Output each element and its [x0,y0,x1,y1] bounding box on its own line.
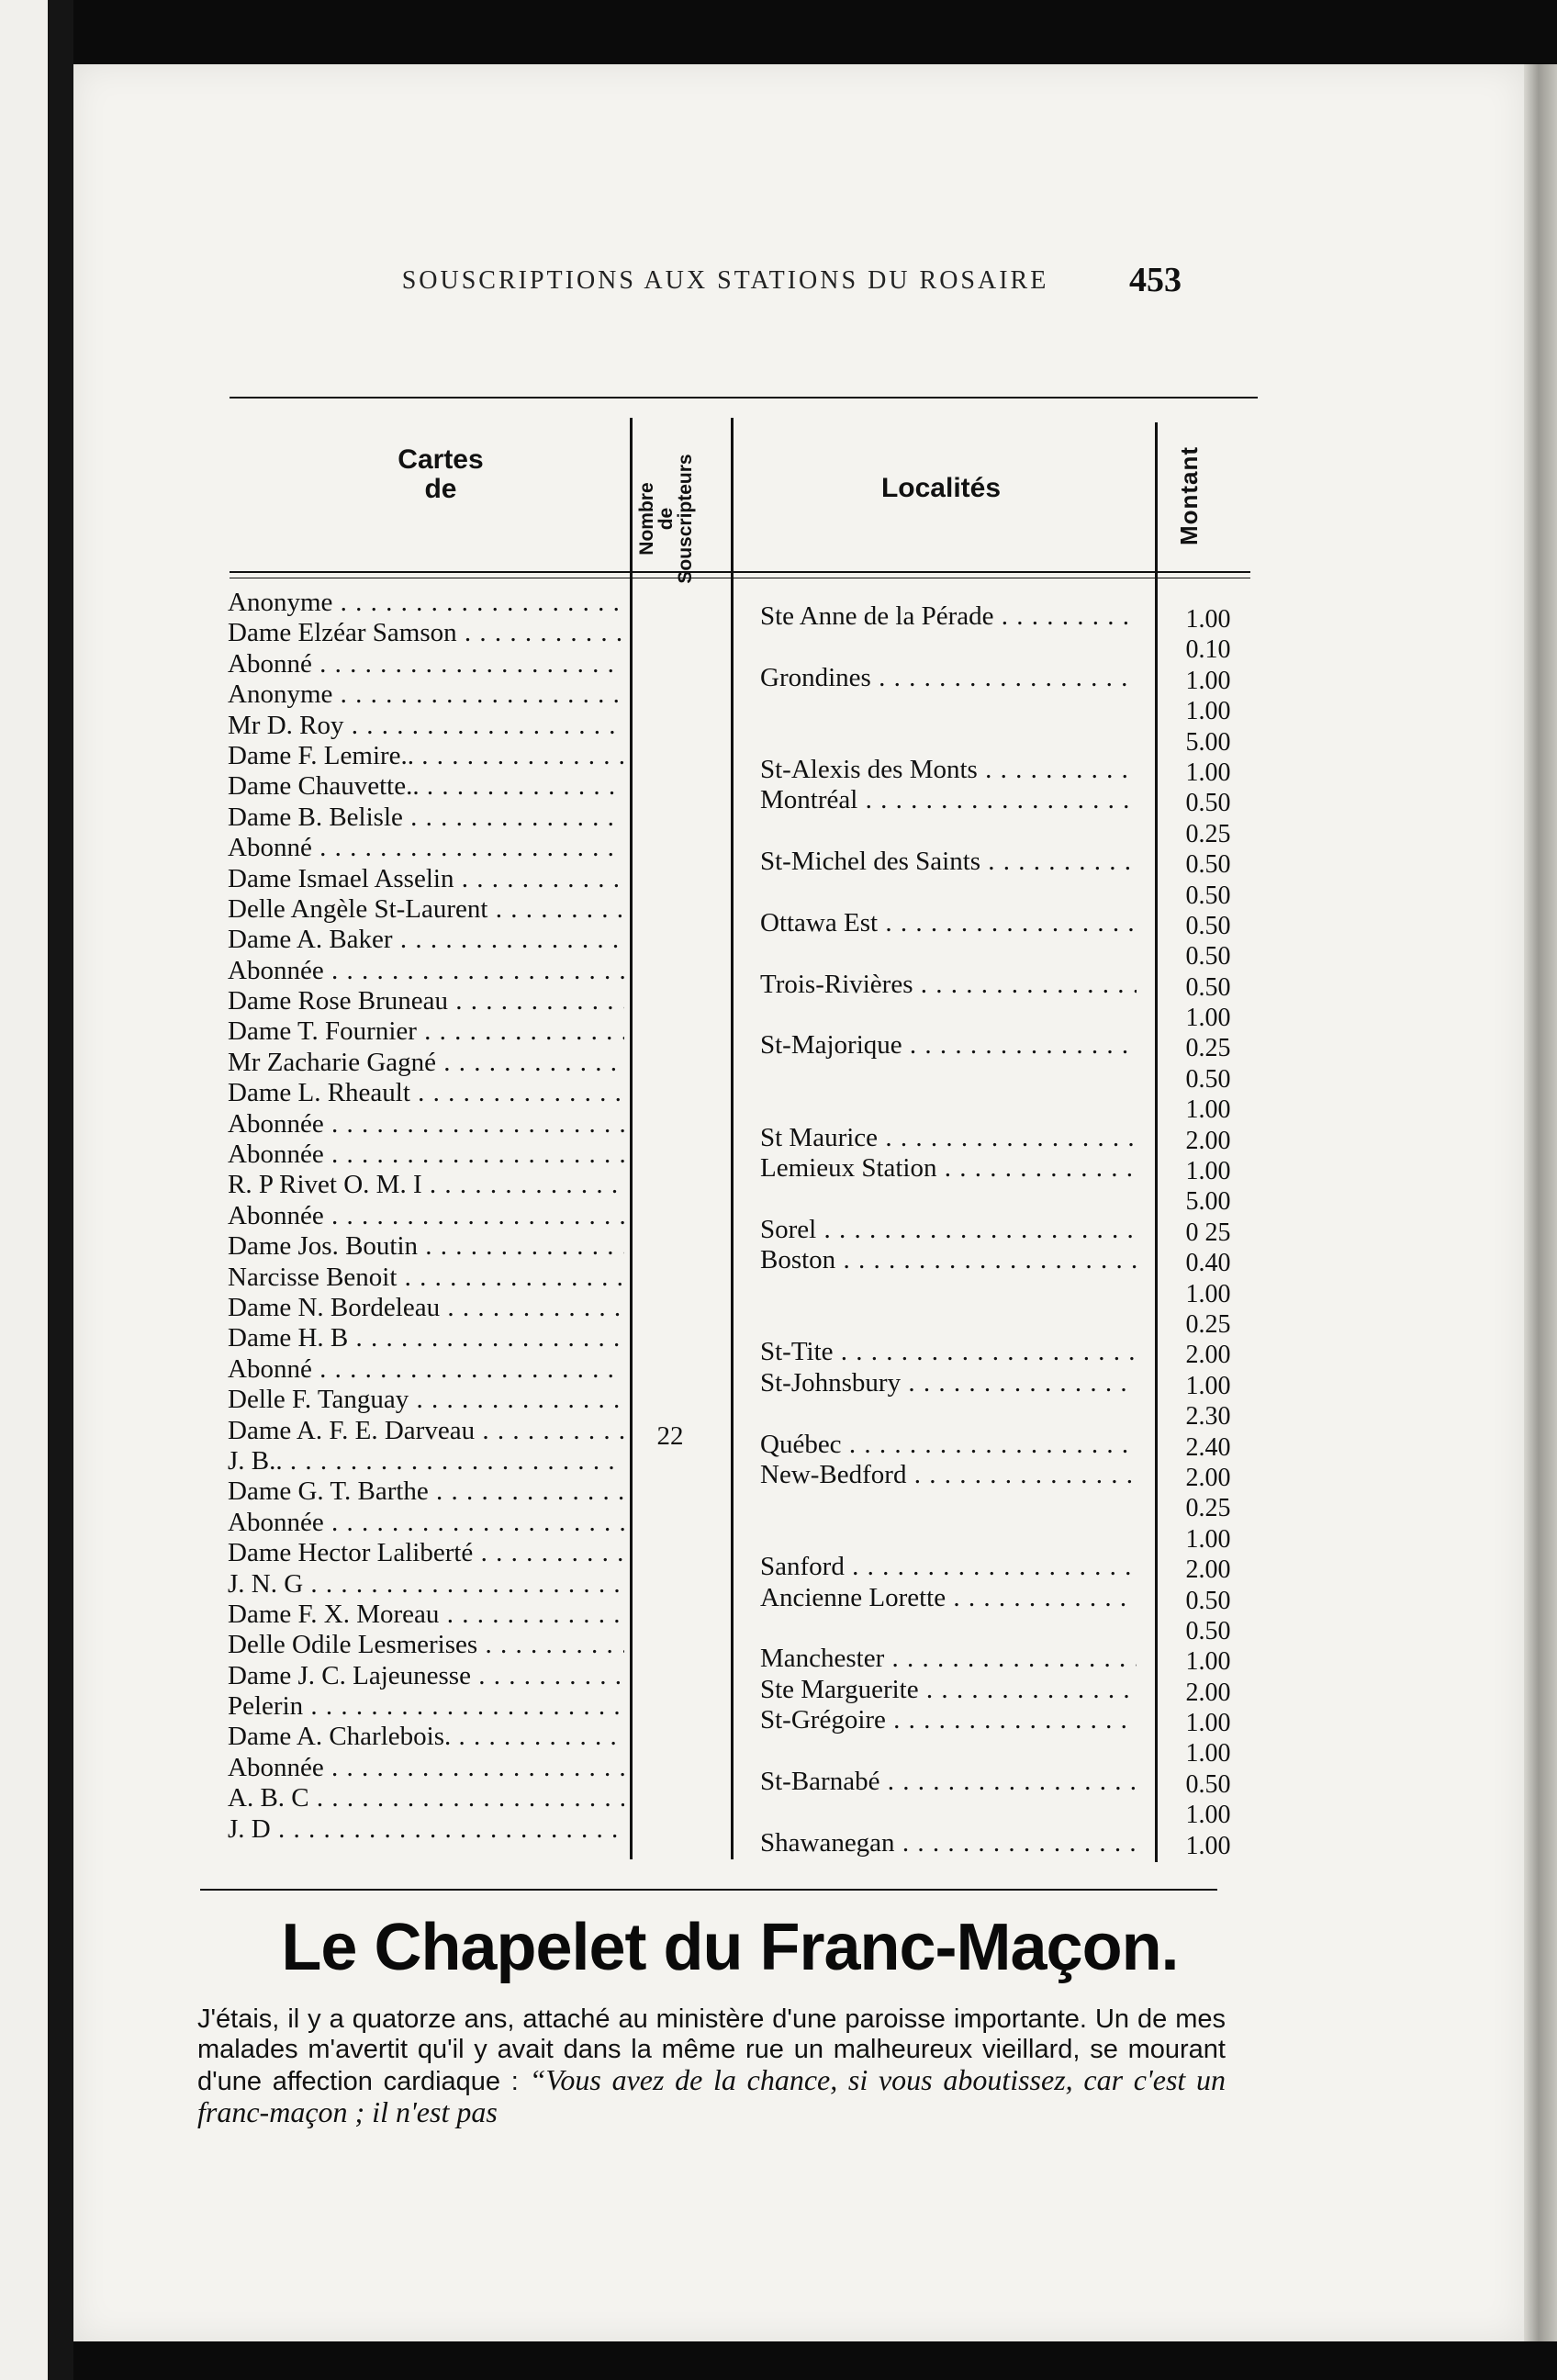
list-item: Dame Jos. Boutin . . . [228,1231,624,1262]
list-item [760,693,1137,724]
list-item: St-Michel des Saints . . . [760,847,1137,877]
list-item: Dame L. Rheault . . . [228,1078,624,1108]
list-item: Narcisse Benoit . . . [228,1263,624,1293]
list-item: Ste Marguerite . . . [760,1675,1137,1705]
list-item: Abonnée . . . [228,1508,624,1538]
amount: 0.50 [1185,1769,1231,1799]
list-item: Dame A. F. E. Darveau . . . [228,1416,624,1446]
amount: 2.00 [1185,1463,1231,1492]
list-item: Québec . . . [760,1430,1137,1460]
amount: 0.50 [1185,1586,1231,1615]
amount: 1.00 [1185,1371,1231,1400]
list-item: Dame Hector Laliberté . . . [228,1538,624,1568]
amount: 0.50 [1185,911,1231,940]
list-item: Pelerin . . . [228,1691,624,1722]
list-item: St-Barnabé . . . [760,1767,1137,1797]
article-title: Le Chapelet du Franc-Maçon. [281,1911,1179,1984]
list-item [760,1092,1137,1122]
list-item [760,938,1137,969]
col-divider-2 [731,418,734,1859]
header-localites: Localités [880,473,1002,503]
list-item [760,1000,1137,1030]
facing-page-edge [0,0,48,2380]
list-item: Abonnée . . . [228,1109,624,1139]
amount: 5.00 [1185,1187,1231,1217]
amount: 0.40 [1185,1249,1231,1278]
list-item: Abonnée . . . [228,1139,624,1170]
list-item: St-Grégoire . . . [760,1705,1137,1735]
list-item: Ottawa Est . . . [760,908,1137,938]
list-item [760,1184,1137,1214]
list-item [760,1307,1137,1337]
article-quote: “Vous avez de la chance, si vous aboutissez, car c'est un franc-maçon ; il n'est pas [197,2063,1227,2128]
page-number: 453 [1129,261,1182,299]
amount: 0.25 [1185,819,1231,848]
list-item: Dame T. Fournier . . . [228,1016,624,1047]
list-item: Dame G. T. Barthe . . . [228,1476,624,1507]
article-paragraph: J'étais, il y a quatorze ans, attaché au ministère d'une paroisse importante. Un de mes malades m'avertit qu'il y avait dans la même rue un malheureux vieillard, se mourant d'une affection cardiaque : [197,2004,1226,2096]
amount: 0.50 [1185,881,1231,910]
amount: 0.25 [1185,1494,1231,1523]
col-divider-3 [1155,422,1158,1862]
amount: 0.10 [1185,635,1231,665]
amounts-column [1162,604,1254,1861]
list-item: Abonné . . . [228,1354,624,1385]
list-item: Grondines . . . [760,663,1137,693]
amount: 0.25 [1185,1309,1231,1339]
list-item [760,1398,1137,1429]
header-cartes: Cartes de [398,444,484,504]
list-item [760,878,1137,908]
list-item: Abonnée . . . [228,1201,624,1231]
amount: 2.00 [1185,1555,1231,1585]
header-nombre: Nombre de Souscripteurs [636,454,696,584]
amount: 1.00 [1185,666,1231,695]
header-bottom-rule [230,571,1250,573]
list-item: A. B. C . . . [228,1783,624,1813]
amount: 1.00 [1185,605,1231,634]
amount: 1.00 [1185,758,1231,787]
list-item [760,1797,1137,1827]
list-item: Dame B. Belisle . . . [228,803,624,833]
names-column [228,588,624,1845]
amount: 0.50 [1185,789,1231,818]
table-top-rule [230,397,1258,399]
list-item: Dame H. B . . . [228,1323,624,1353]
list-item: Dame Rose Bruneau . . . [228,986,624,1016]
list-item: Dame F. Lemire.. . . . [228,741,624,771]
list-item: Shawanegan . . . [760,1828,1137,1858]
list-item [760,1613,1137,1644]
header-montant: Montant [1175,445,1203,546]
list-item [760,1061,1137,1092]
list-item: Dame F. X. Moreau . . . [228,1600,624,1630]
list-item: Dame J. C. Lajeunesse . . . [228,1661,624,1691]
amount: 0.25 [1185,1034,1231,1063]
amount: 1.00 [1185,1801,1231,1830]
list-item: Lemieux Station . . . [760,1153,1137,1184]
list-item: New-Bedford . . . [760,1460,1137,1490]
amount: 2.00 [1185,1341,1231,1370]
list-item: Delle Angèle St-Laurent . . . [228,894,624,925]
amount: 5.00 [1185,727,1231,757]
list-item: Manchester . . . [760,1644,1137,1674]
list-item: Delle F. Tanguay . . . [228,1385,624,1415]
list-item: Dame A. Baker . . . [228,925,624,955]
list-item: Abonné . . . [228,833,624,863]
list-item: Ste Anne de la Pérade . . . [760,601,1137,632]
amount: 1.00 [1185,1709,1231,1738]
table-bottom-rule [200,1889,1217,1891]
list-item: Sanford . . . [760,1552,1137,1582]
amount: 1.00 [1185,1647,1231,1677]
running-head: SOUSCRIPTIONS AUX STATIONS DU ROSAIRE [401,266,1049,295]
list-item [760,632,1137,662]
article-body [197,2004,1226,2129]
list-item: Boston . . . [760,1245,1137,1275]
list-item [760,1735,1137,1766]
amount: 2.00 [1185,1678,1231,1707]
amount: 1.00 [1185,1095,1231,1125]
amount: 1.00 [1185,1524,1231,1554]
list-item: J. D . . . [228,1814,624,1845]
amount: 2.40 [1185,1432,1231,1462]
list-item: Anonyme . . . [228,679,624,710]
list-item: Sorel . . . [760,1215,1137,1245]
localities-column [760,601,1137,1858]
list-item: Delle Odile Lesmerises . . . [228,1630,624,1660]
list-item [760,1490,1137,1521]
amount: 0.50 [1185,850,1231,880]
list-item: Trois-Rivières . . . [760,970,1137,1000]
list-item: Mr D. Roy . . . [228,711,624,741]
amount: 0.50 [1185,972,1231,1002]
list-item: Ancienne Lorette . . . [760,1583,1137,1613]
amount: 2.00 [1185,1126,1231,1155]
list-item [760,724,1137,755]
list-item: Dame Ismael Asselin . . . [228,864,624,894]
list-item: Mr Zacharie Gagné . . . [228,1048,624,1078]
list-item: Abonnée . . . [228,1753,624,1783]
page-edge [1524,64,1557,2341]
amount: 1.00 [1185,697,1231,726]
amount: 1.00 [1185,1004,1231,1033]
list-item: St-Johnsbury . . . [760,1368,1137,1398]
list-item [760,1276,1137,1307]
list-item: Dame Chauvette.. . . . [228,771,624,802]
list-item: Dame Elzéar Samson . . . [228,618,624,648]
col-divider-1 [630,418,633,1859]
amount: 1.00 [1185,1279,1231,1308]
list-item: Abonnée . . . [228,956,624,986]
amount: 0.50 [1185,1616,1231,1645]
amount: 0 25 [1185,1218,1231,1247]
list-item [760,816,1137,847]
list-item: St-Majorique . . . [760,1030,1137,1061]
list-item: Anonyme . . . [228,588,624,618]
amount: 2.30 [1185,1402,1231,1431]
list-item: R. P Rivet O. M. I . . . [228,1170,624,1200]
list-item: Abonné . . . [228,649,624,679]
list-item: Dame A. Charlebois. . . . [228,1722,624,1752]
amount: 1.00 [1185,1831,1231,1860]
subscriber-count: 22 [656,1421,684,1451]
list-item: Montréal . . . [760,785,1137,815]
list-item: J. N. G . . . [228,1569,624,1600]
list-item: Dame N. Bordeleau . . . [228,1293,624,1323]
list-item [760,1521,1137,1552]
book-gutter [48,0,73,2380]
list-item: St-Tite . . . [760,1337,1137,1367]
amount: 0.50 [1185,1064,1231,1094]
amount: 1.00 [1185,1739,1231,1768]
list-item: St-Alexis des Monts . . . [760,755,1137,785]
list-item: J. B.. . . . [228,1446,624,1476]
amount: 0.50 [1185,942,1231,971]
list-item: St Maurice . . . [760,1123,1137,1153]
amount: 1.00 [1185,1157,1231,1186]
